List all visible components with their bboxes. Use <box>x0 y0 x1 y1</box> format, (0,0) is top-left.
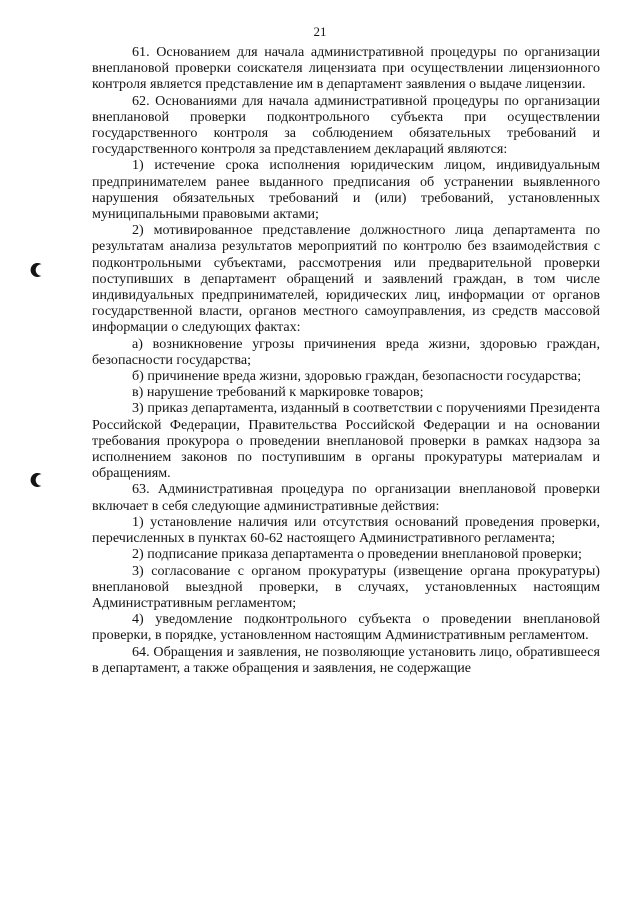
paragraph-62-item-3: 3) приказ департамента, изданный в соответствии с поручениями Президента Российской Федерации, Правительства Российской Федерации и на основании требования прокурора о проведении внеплановой проверки в рамках надзора за исполнением законов по поступившим в органы прокуратуры материалам и обращениям. <box>92 400 600 482</box>
page-number: 21 <box>313 24 327 39</box>
document-body <box>92 44 600 676</box>
paragraph-63: 63. Административная процедура по организации внеплановой проверки включает в себя следующие административные действия: <box>92 481 600 514</box>
paragraph-62-item-2c: в) нарушение требований к маркировке товаров; <box>132 384 424 401</box>
paragraph-63-item-1: 1) установление наличия или отсутствия оснований проведения проверки, перечисленных в пунктах 60-62 настоящего Административного регламента; <box>92 513 600 547</box>
paragraph-62-item-2a: а) возникновение угрозы причинения вреда жизни, здоровью граждан, безопасности государства; <box>92 335 600 368</box>
paragraph-62: 62. Основаниями для начала административной процедуры по организации внеплановой проверки подконтрольного субъекта при осуществлении государственного контроля за соблюдением обязательных требований и государственного контроля за представлением деклараций являются: <box>92 92 600 158</box>
paragraph-63-item-3: 3) согласование с органом прокуратуры (извещение органа прокуратуры) внеплановой выездной проверки, в случаях, установленных настоящим Административным регламентом; <box>92 562 600 611</box>
paragraph-62-item-2: 2) мотивированное представление должностного лица департамента по результатам анализа результатов мероприятий по контролю без взаимодействия с подконтрольными субъектами, рассмотрения или предварительной проверки поступивших в департамент обращений и заявлений граждан, в том числе индивидуальных предпринимателей, юридических лиц, информации от органов государственной власти, органов местного самоуправления, из средств массовой информации о следующих фактах: <box>92 222 600 336</box>
paragraph-62-item-2b: б) причинение вреда жизни, здоровью граждан, безопасности государства; <box>132 368 582 385</box>
paragraph-64: 64. Обращения и заявления, не позволяющие установить лицо, обратившееся в департамент, а также обращения и заявления, не содержащие <box>92 643 600 676</box>
paragraph-63-item-4: 4) уведомление подконтрольного субъекта о проведении внеплановой проверки, в порядке, установленном настоящим Административным регламентом. <box>92 611 600 644</box>
paragraph-63-item-2: 2) подписание приказа департамента о проведении внеплановой проверки; <box>132 546 582 563</box>
paragraph-62-item-1: 1) истечение срока исполнения юридическим лицом, индивидуальным предпринимателем ранее выданного предписания об устранении выявленного нарушения обязательных требований и (или) требований, установленных муниципальными правовыми актами; <box>92 157 600 223</box>
binding-mark-icon <box>28 471 46 489</box>
binding-mark-icon <box>28 261 46 279</box>
paragraph-61: 61. Основанием для начала административной процедуры по организации внеплановой проверки соискателя лицензиата при осуществлении лицензионного контроля является представление им в департамент заявления о выдаче лицензии. <box>92 44 600 93</box>
